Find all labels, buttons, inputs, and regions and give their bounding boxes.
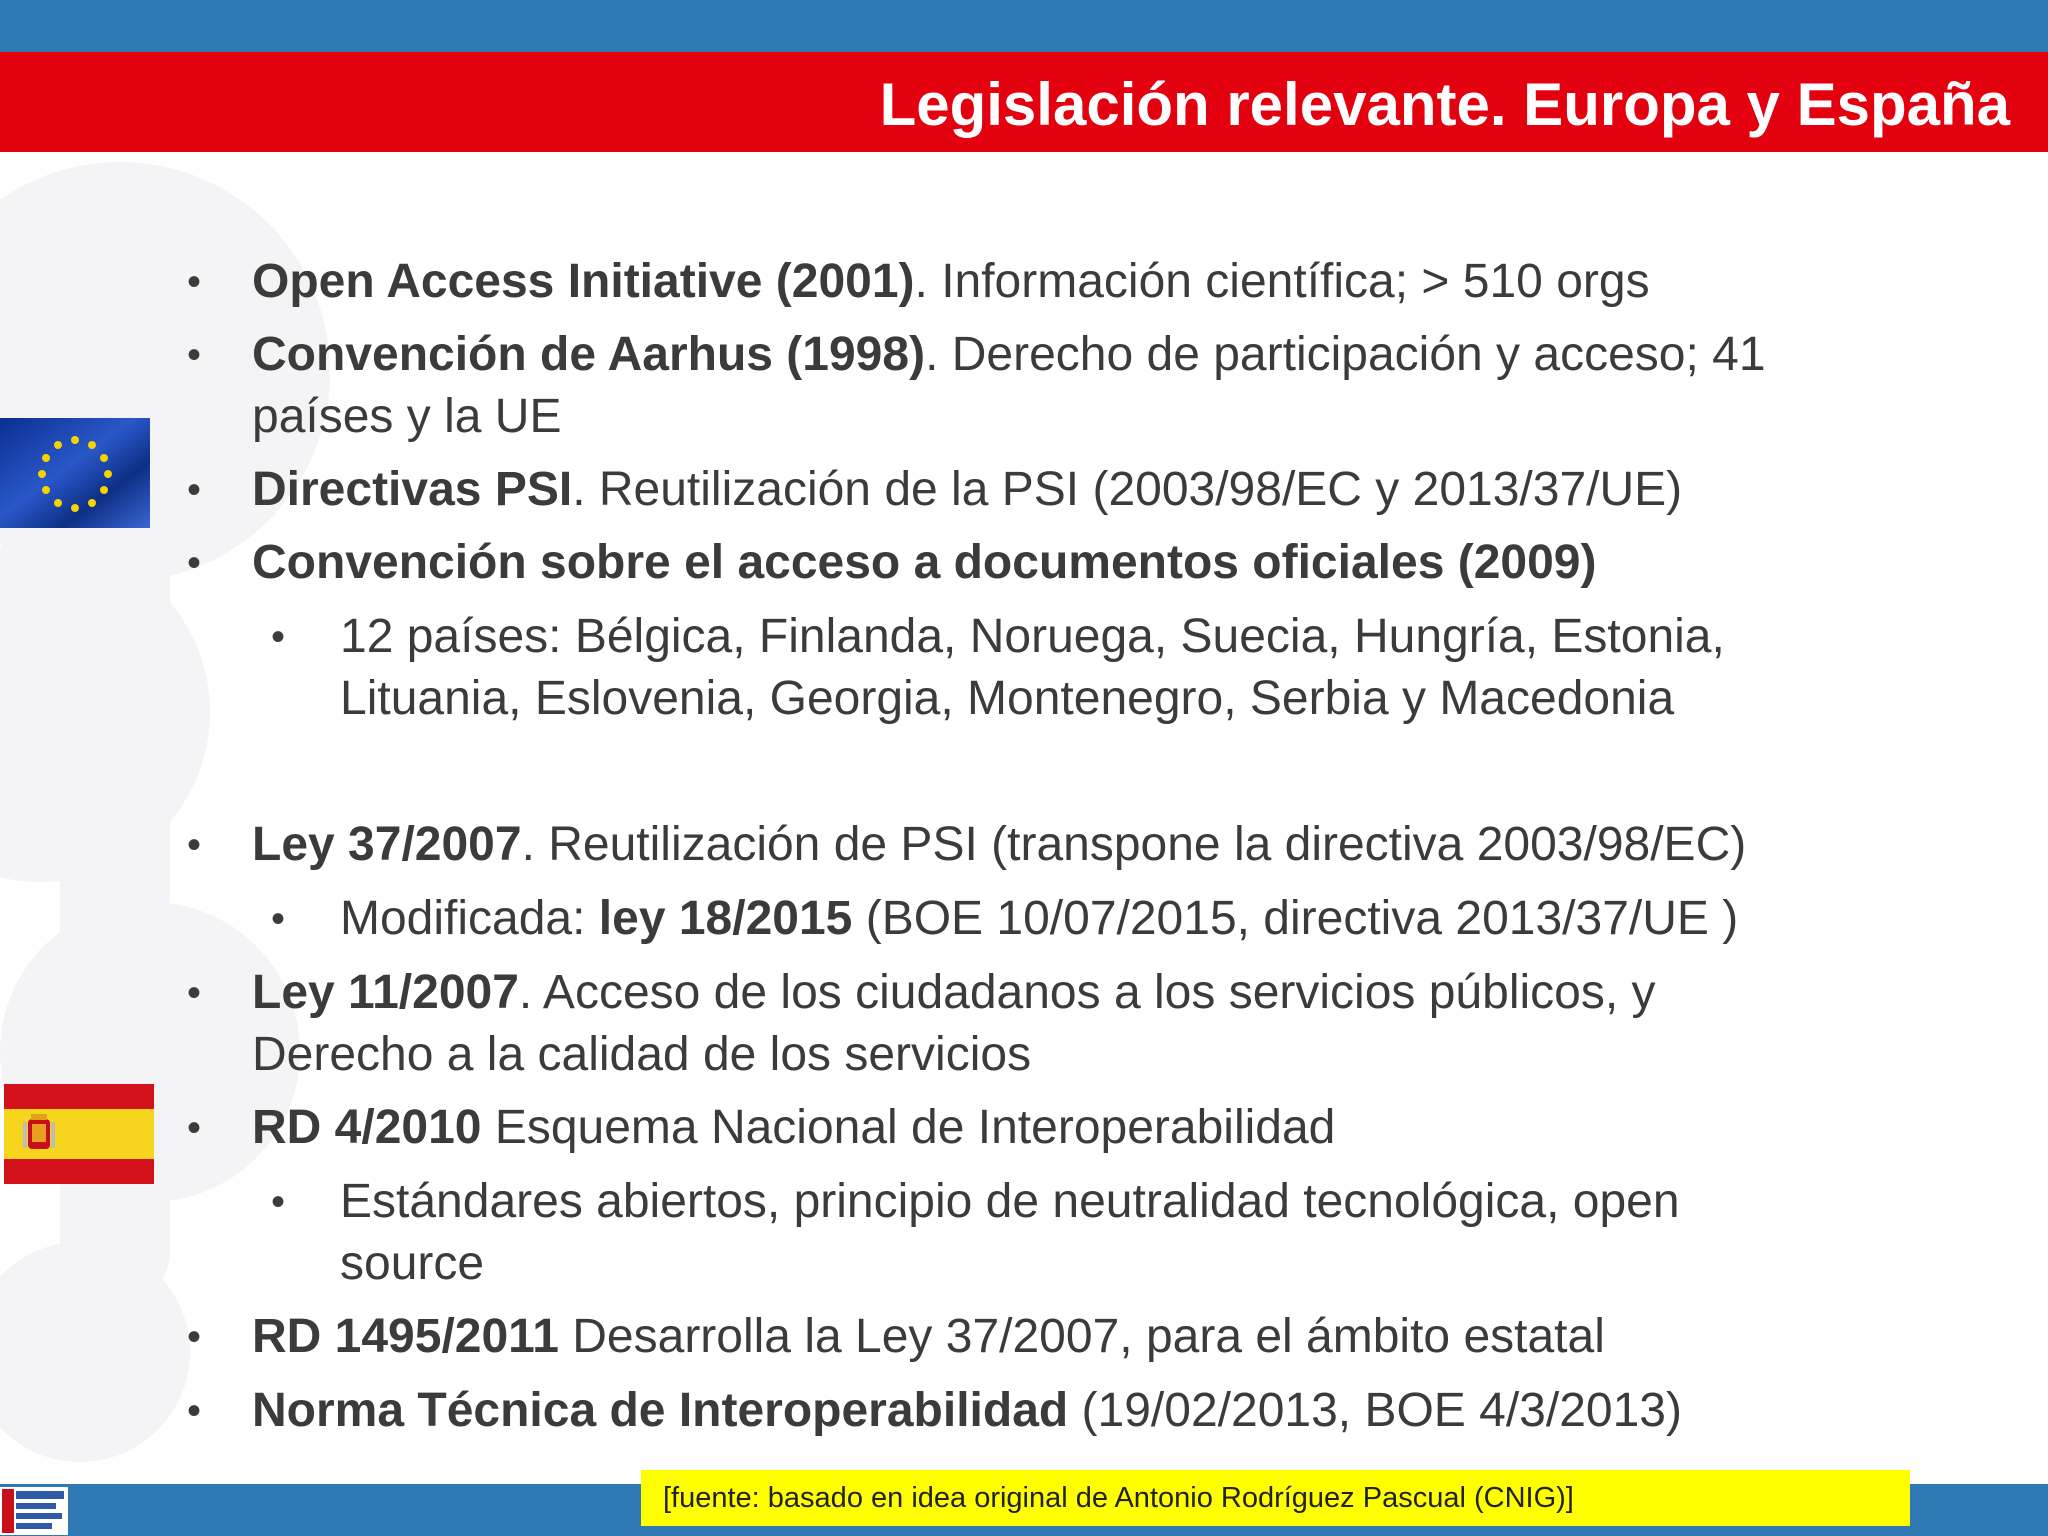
source-note (641, 1470, 1910, 1526)
list-item: • Directivas PSI. Reutilización de la PSI (2003/98/EC y 2013/37/UE) (252, 459, 1682, 521)
slide-title: Legislación relevante. Europa y España (879, 71, 2010, 138)
sub-list-item: • Estándares abiertos, principio de neutralidad tecnológica, open source (340, 1171, 1680, 1295)
bullet: • (186, 541, 201, 585)
bullet: • (270, 615, 285, 659)
bullet: • (186, 1315, 201, 1359)
spain-flag-icon (4, 1084, 154, 1184)
bullet: • (186, 260, 201, 304)
list-item: • Ley 11/2007. Acceso de los ciudadanos a los servicios públicos, y Derecho a la calidad de los servicios (252, 962, 1656, 1086)
bullet: • (186, 1389, 201, 1433)
logo-icon (0, 1487, 68, 1535)
bullet: • (186, 468, 201, 512)
list-item: • Convención sobre el acceso a documentos oficiales (2009) (252, 532, 1596, 594)
bullet: • (186, 333, 201, 377)
sub-list-item: • 12 países: Bélgica, Finlanda, Noruega, Suecia, Hungría, Estonia, Lituania, Eslovenia, Georgia, Montenegro, Serbia y Macedonia (340, 606, 1725, 730)
list-item: • Norma Técnica de Interoperabilidad (19/02/2013, BOE 4/3/2013) (252, 1380, 1682, 1442)
list-item: • RD 1495/2011 Desarrolla la Ley 37/2007, para el ámbito estatal (252, 1306, 1605, 1368)
bullet: • (186, 971, 201, 1015)
list-item: • Open Access Initiative (2001). Información científica; > 510 orgs (252, 251, 1650, 313)
bullet: • (186, 823, 201, 867)
list-item: • Ley 37/2007. Reutilización de PSI (transpone la directiva 2003/98/EC) (252, 814, 1746, 876)
eu-flag-icon (0, 418, 150, 528)
sub-list-item: • Modificada: ley 18/2015 (BOE 10/07/2015, directiva 2013/37/UE ) (340, 888, 1738, 950)
list-item: • Convención de Aarhus (1998). Derecho de participación y acceso; 41 países y la UE (252, 324, 1766, 448)
bullet: • (186, 1106, 201, 1150)
bullet: • (270, 897, 285, 941)
list-item: • RD 4/2010 Esquema Nacional de Interoperabilidad (252, 1097, 1335, 1159)
bullet: • (270, 1180, 285, 1224)
source-text: [fuente: basado en idea original de Antonio Rodríguez Pascual (CNIG)] (663, 1482, 1574, 1514)
